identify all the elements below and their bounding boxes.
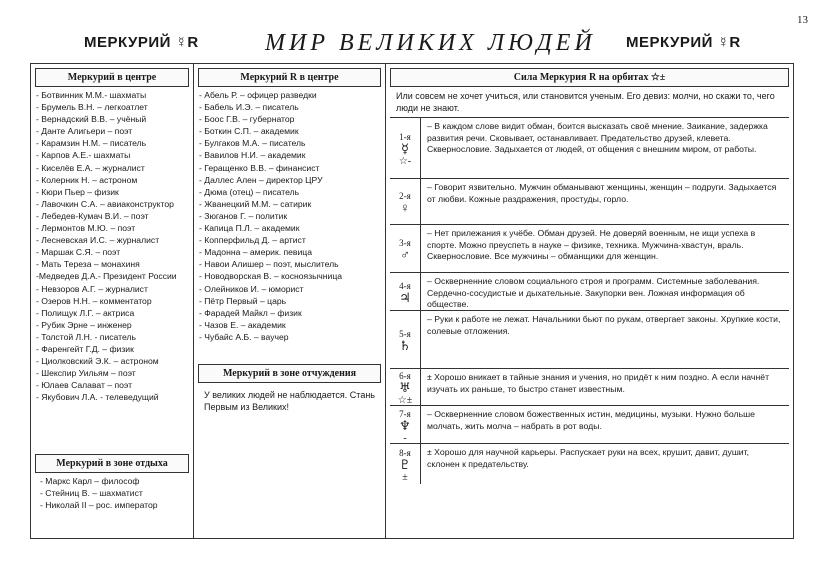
list-item: - Копперфильд Д. – артист [199,235,306,246]
col2-sub-heading: Меркурий в зоне отчуждения [198,364,381,383]
orbits-intro: Или совсем не хочет учиться, или становится ученым. Его девиз: молчи, но скажи то, чего люди не знают. [390,89,789,118]
list-item: - Лавочкин С.А. – авиаконструктор [36,198,174,209]
orbit-row [390,311,789,369]
col2-heading: Меркурий R в центре [198,68,381,87]
list-item: - Шекспир Уильям – поэт [36,368,136,379]
list-item: - Лесневская И.С. – журналист [36,235,160,246]
orbit-label [390,406,421,443]
planet-symbol-icon: ♄ [399,338,411,353]
list-item: - Толстой Л.Н. - писатель [36,331,136,342]
col2-sub-text: У великих людей не наблюдается. Стань Первым из Великих! [204,390,375,412]
col1-heading: Меркурий в центре [35,68,189,87]
list-item: - Карпов А.Е.- шахматы [36,150,131,161]
list-item: - Юлаев Салават – поэт [36,380,133,391]
orbit-text: ± Хорошо вникает в тайные знания и учения, но придёт к ним поздно. А если начнёт изучать их раньше, то быстро станет известным. [427,372,770,394]
orbit-number: 7-я [399,408,411,419]
list-item: - Колерник Н. – астроном [36,174,138,185]
orbit-row [390,444,789,484]
list-item: - Киселёв Е.А. – журналист [36,162,145,173]
list-item: - Бабель И.Э. – писатель [199,102,299,113]
planet-symbol-icon: ♀ [400,200,410,215]
orbit-label [390,179,421,224]
orbit-number: 3-я [399,238,411,248]
page-number: 13 [797,14,808,26]
rest-zone-box [35,454,189,511]
list-item: - Зюганов Г. – политик [199,210,288,221]
list-item: - Карамзин Н.М. – писатель [36,138,147,149]
orbit-number: 8-я [399,448,411,458]
list-item: - Булгаков М.А. – писатель [199,138,306,149]
orbit-text: – Говорит язвительно. Мужчин обманывают женщины, женщин – подруги. Задыхается от любви. Кожные раздражения, простуды, горло. [427,182,777,204]
orbit-number: 5-я [399,329,411,339]
table-frame [30,63,794,539]
list-item: - Навои Алишер – поэт, мыслитель [199,259,339,270]
page-title: МИР ВЕЛИКИХ ЛЮДЕЙ [265,30,596,56]
list-item: - Боткин С.П. – академик [199,126,299,137]
column-orbits [386,64,793,538]
orbit-number: 6-я [399,371,411,381]
list-item: - Полищук Л.Г. – актриса [36,307,135,318]
list-item: - Даллес Ален – директор ЦРУ [199,174,323,185]
list-item: - Кюри Пьер – физик [36,186,119,197]
orbit-row [390,406,789,444]
list-item: - Невзоров А.Г. – журналист [36,283,148,294]
list-item: - Маршак С.Я. – поэт [36,247,121,258]
list-item: - Вернадский В.В. – учёный [36,114,147,125]
list-item: - Новодворская В. – косноязычница [199,271,343,282]
orbit-text: – Оскверненние словом божественных истин, медицины, музыки. Нужно больше молчать, жить молча – набрать в рот воды. [427,409,755,431]
list-item: - Геращенко В.В. – финансист [199,162,320,173]
list-item: - Ботвинник М.М.- шахматы [36,90,147,100]
list-item: - Маркс Карл – философ [40,476,140,486]
orbit-text: – Нет прилежания к учёбе. Обман друзей. Не доверяй военным, не ищи успеха в спорте. Можно преуспеть в науке – физике, техника. Мужчина-хвастун, враль. Сквернословие. Все мужчины – обманщики для женщин. [427,228,756,262]
list-item: - Рубик Эрне – инженер [36,319,132,330]
list-item: - Николай II – рос. император [40,500,158,511]
orbit-number: 2-я [399,191,411,201]
orbit-sign: - [403,432,407,444]
orbit-number: 4-я [399,281,411,291]
header-right: МЕРКУРИЙ ☿R [626,34,741,51]
orbit-row [390,118,789,179]
list-item: - Вавилов Н.И. – академик [199,150,306,161]
list-item: - Чубайс А.Б. – ваучер [199,331,289,342]
list-item: - Брумель В.Н. – легкоатлет [36,102,148,113]
list-item: - Капица П.Л. – академик [199,223,300,234]
list-item: - Циолковский Э.К. – астроном [36,356,159,367]
col1-sub-list [35,475,189,511]
list-item: - Боос Г.В. – губернатор [199,114,295,125]
list-item: - Чазов Е. – академик [199,319,286,330]
orbit-text: ± Хорошо для научной карьеры. Распускает руки на всех, крушит, давит, душит, склонен к предательству. [427,447,750,469]
planet-symbol-icon: ♅ [399,380,411,395]
list-item: - Дюма (отец) – писатель [199,186,300,197]
list-item: - Фаренгейт Г.Д. – физик [36,343,134,354]
list-item: - Мать Тереза – монахиня [36,259,140,270]
list-item: -Медведев Д.А.- Президент России [36,271,177,282]
orbit-number: 1-я [399,132,411,142]
planet-symbol-icon: ♆ [399,417,411,433]
orbit-sign: ☆- [398,156,412,167]
list-item: - Пётр Первый – царь [199,295,287,306]
orbit-text: – В каждом слове видит обман, боится высказать своё мнение. Заикание, задержка развития речи. Сковывает, останавливает. Предательство друзей, клевета. Сквернословие. Задыхается от людей, от общения с внешним миром, от работы. [427,121,768,155]
col1-sub-heading: Меркурий в зоне отдыха [35,454,189,473]
orbit-label [390,444,421,484]
column-retro-center [194,64,386,538]
orbit-row [390,273,789,311]
list-item: - Якубович Л.А. - телеведущий [36,392,159,403]
list-item: - Озеров Н.Н. – комментатор [36,295,152,306]
orbit-label [390,225,421,272]
orbit-text: – Руки к работе не лежат. Начальники бьют по рукам, отвергает законы. Хрупкие кости, солевые отложения. [427,314,781,336]
list-item: - Абель Р. – офицер разведки [199,90,317,100]
planet-symbol-icon: ☿ [401,141,409,156]
list-item: - Стейниц В. – шахматист [40,488,143,499]
list-item: - Олейников И. – юморист [199,283,304,294]
planet-symbol-icon: ♇ [399,457,411,472]
orbit-row [390,179,789,225]
orbits-list [386,118,793,484]
orbit-text: – Оскверненние словом социального строя и программ. Системные заболевания. Сердечно-сосудистые и дыхательные. Закупорки вен. Ложная информация об обществе. [427,276,760,310]
col2-list [194,89,385,343]
orbit-row [390,369,789,406]
list-item: - Лебедев-Кумач В.И. – поэт [36,210,149,221]
list-item: - Жванецкий М.М. – сатирик [199,198,312,209]
orbit-sign: ± [402,472,408,483]
orbit-label [390,369,421,405]
orbit-sign: ☆± [397,395,413,406]
list-item: - Лермонтов М.Ю. – поэт [36,223,136,234]
orbit-label [390,273,421,310]
column-center [31,64,194,538]
orbit-row [390,225,789,273]
planet-symbol-icon: ♃ [399,290,411,305]
col3-heading: Сила Меркурия R на орбитах ☆± [390,68,789,87]
orbit-label [390,118,421,178]
planet-symbol-icon: ♂ [400,247,410,262]
list-item: - Фарадей Майкл – физик [199,307,302,318]
alienation-zone-box [198,364,381,417]
list-item: - Мадонна – америк. певица [199,247,312,258]
header-left: МЕРКУРИЙ ☿R [84,34,199,51]
col1-list [31,89,193,403]
orbit-label [390,311,421,368]
list-item: - Данте Алигьери – поэт [36,126,133,137]
